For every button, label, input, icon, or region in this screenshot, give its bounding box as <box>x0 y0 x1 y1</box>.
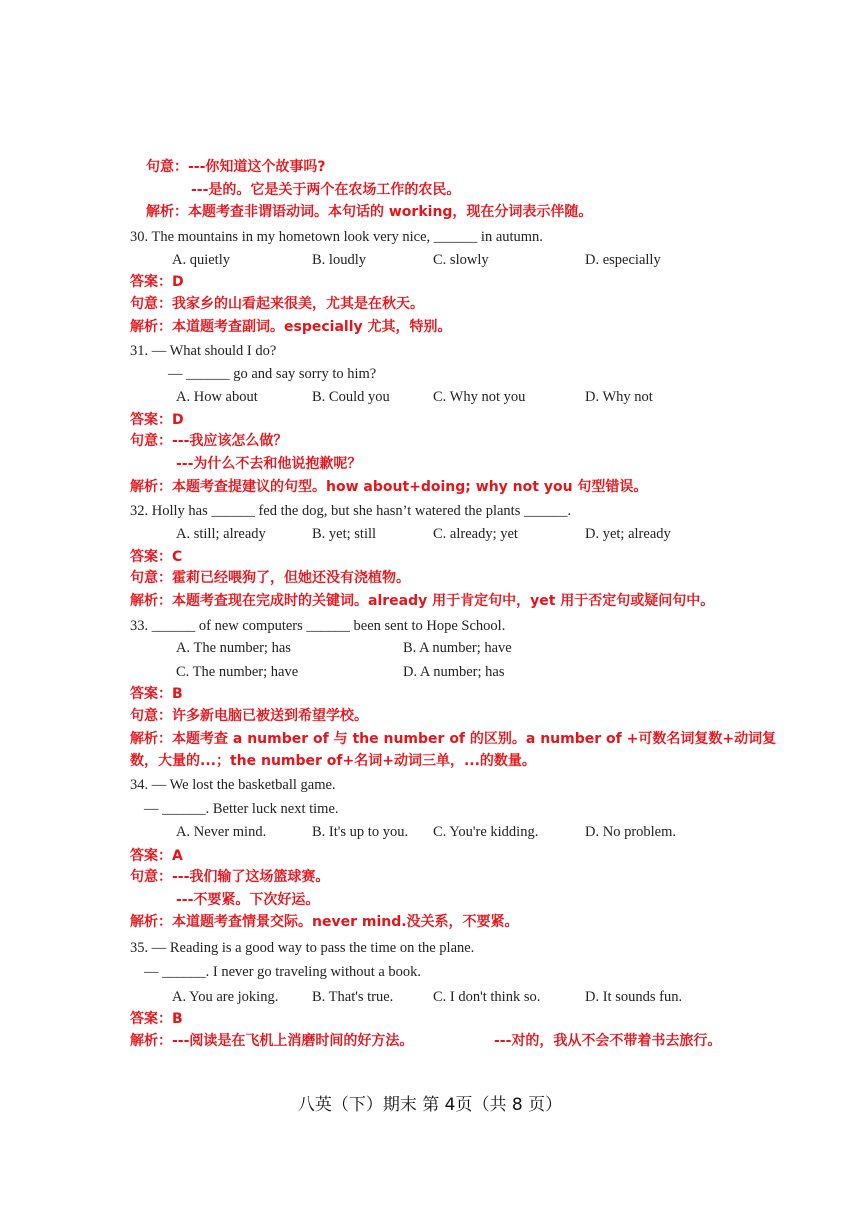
sentence-meaning: ---为什么不去和他说抱歉呢？ <box>176 456 362 472</box>
option-d: D. Why not <box>585 389 653 405</box>
answer: 答案：A <box>130 848 183 864</box>
analysis: 解析：本题考查提建议的句型。how about+doing; why not you 句型错误。 <box>130 479 648 495</box>
option-c: C. I don't think so. <box>433 989 541 1005</box>
sentence-meaning: ---不要紧。下次好运。 <box>176 892 320 908</box>
option-c: C. slowly <box>433 252 489 268</box>
analysis-continued: ---对的，我从不会不带着书去旅行。 <box>494 1033 722 1049</box>
option-b: B. yet; still <box>312 526 377 542</box>
option-b: B. A number; have <box>403 640 512 656</box>
sentence-meaning: 句意：霍莉已经喂狗了，但她还没有浇植物。 <box>130 570 410 586</box>
question-31: 31. — What should I do? <box>130 343 277 359</box>
analysis: 解析：本道题考查副词。especially 尤其，特别。 <box>130 319 452 335</box>
question-35-line2: — ______. I never go traveling without a book. <box>144 964 422 980</box>
analysis: 解析：本道题考查情景交际。never mind.没关系，不要紧。 <box>130 914 519 930</box>
option-c: C. Why not you <box>433 389 526 405</box>
analysis: 解析：本题考查非谓语动词。本句话的 working，现在分词表示伴随。 <box>146 204 593 220</box>
question-31-line2: — ______ go and say sorry to him? <box>168 366 377 382</box>
option-a: A. You are joking. <box>172 989 279 1005</box>
sentence-meaning: ---是的。它是关于两个在农场工作的农民。 <box>191 182 461 198</box>
option-b: B. loudly <box>312 252 366 268</box>
option-b: B. That's true. <box>312 989 394 1005</box>
sentence-meaning: 句意：---我应该怎么做？ <box>130 433 288 449</box>
option-a: A. Never mind. <box>176 824 267 840</box>
answer: 答案：D <box>130 274 184 290</box>
option-c: C. already; yet <box>433 526 518 542</box>
answer: 答案：B <box>130 1011 183 1027</box>
option-d: D. It sounds fun. <box>585 989 683 1005</box>
option-c: C. The number; have <box>176 664 299 680</box>
option-d: D. especially <box>585 252 661 268</box>
analysis-continued: 数，大量的...；the number of+名词+动词三单，...的数量。 <box>130 753 536 769</box>
sentence-meaning: 句意：许多新电脑已被送到希望学校。 <box>130 708 368 724</box>
option-a: A. How about <box>176 389 258 405</box>
sentence-meaning: 句意：我家乡的山看起来很美，尤其是在秋天。 <box>130 296 424 312</box>
analysis: 解析：本题考查现在完成时的关键词。already 用于肯定句中，yet 用于否定句或疑问句中。 <box>130 593 715 609</box>
option-a: A. The number; has <box>176 640 291 656</box>
answer: 答案：C <box>130 549 183 565</box>
question-30: 30. The mountains in my hometown look very nice, ______ in autumn. <box>130 229 543 245</box>
option-b: B. Could you <box>312 389 390 405</box>
sentence-meaning: 句意：---你知道这个故事吗? <box>146 159 326 175</box>
question-34: 34. — We lost the basketball game. <box>130 777 336 793</box>
question-33: 33. ______ of new computers ______ been sent to Hope School. <box>130 618 506 634</box>
question-34-line2: — ______. Better luck next time. <box>144 801 339 817</box>
option-b: B. It's up to you. <box>312 824 409 840</box>
option-d: D. No problem. <box>585 824 677 840</box>
answer: 答案：B <box>130 686 183 702</box>
option-c: C. You're kidding. <box>433 824 539 840</box>
option-a: A. still; already <box>176 526 266 542</box>
sentence-meaning: 句意：---我们输了这场篮球赛。 <box>130 869 330 885</box>
option-a: A. quietly <box>172 252 230 268</box>
page-footer: 八英（下）期末 第 4页（共 8 页） <box>297 1095 563 1115</box>
option-d: D. yet; already <box>585 526 671 542</box>
question-35: 35. — Reading is a good way to pass the time on the plane. <box>130 940 475 956</box>
analysis: 解析：本题考查 a number of 与 the number of 的区别。a number of +可数名词复数+动词复 <box>130 731 777 747</box>
question-32: 32. Holly has ______ fed the dog, but she hasn’t watered the plants ______. <box>130 503 572 519</box>
answer: 答案：D <box>130 412 184 428</box>
option-d: D. A number; has <box>403 664 505 680</box>
analysis: 解析：---阅读是在飞机上消磨时间的好方法。 <box>130 1033 414 1049</box>
